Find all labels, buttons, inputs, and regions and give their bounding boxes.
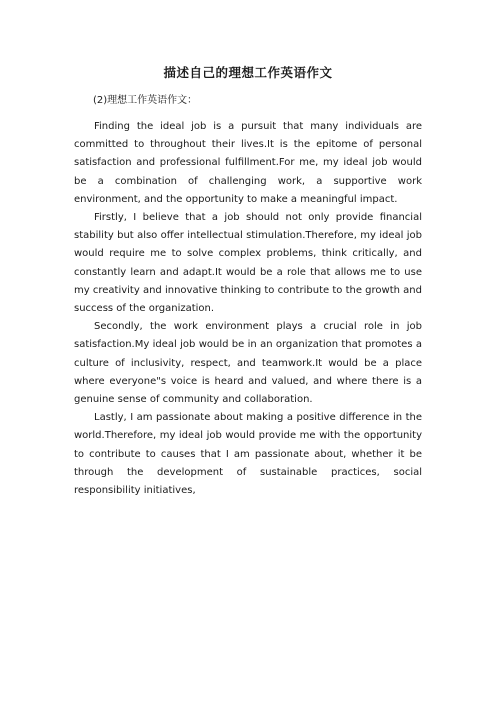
- document-subtitle: (2)理想工作英语作文：: [93, 95, 198, 106]
- paragraph-2: Firstly, I believe that a job should not only provide financial stability but also offer intellectual stimulation.Therefore, my ideal job would require me to solve complex problems, think critically, and constantly learn and adapt.It would be a role that allows me to use my creativity and innovative thinking to contribute to the growth and success of the organization.: [74, 212, 422, 315]
- paragraph-1: Finding the ideal job is a pursuit that many individuals are committed to throughout their lives.It is the epitome of personal satisfaction and professional fulfillment.For me, my ideal job would be a combination of challenging work, a supportive work environment, and the opportunity to make a meaningful impact.: [74, 121, 422, 205]
- paragraph-4: Lastly, I am passionate about making a positive difference in the world.Therefore, my ideal job would provide me with the opportunity to contribute to causes that I am passionate about, whether it be through the development of sustainable practices, social responsibility initiatives,: [74, 412, 422, 497]
- paragraph-3: Secondly, the work environment plays a crucial role in job satisfaction.My ideal job would be in an organization that promotes a culture of inclusivity, respect, and teamwork.It would be a place where everyone"s voice is heard and valued, and where there is a genuine sense of community and collaboration.: [74, 321, 422, 406]
- document-body: [74, 118, 422, 500]
- document-title: 描述自己的理想工作英语作文: [163, 65, 333, 80]
